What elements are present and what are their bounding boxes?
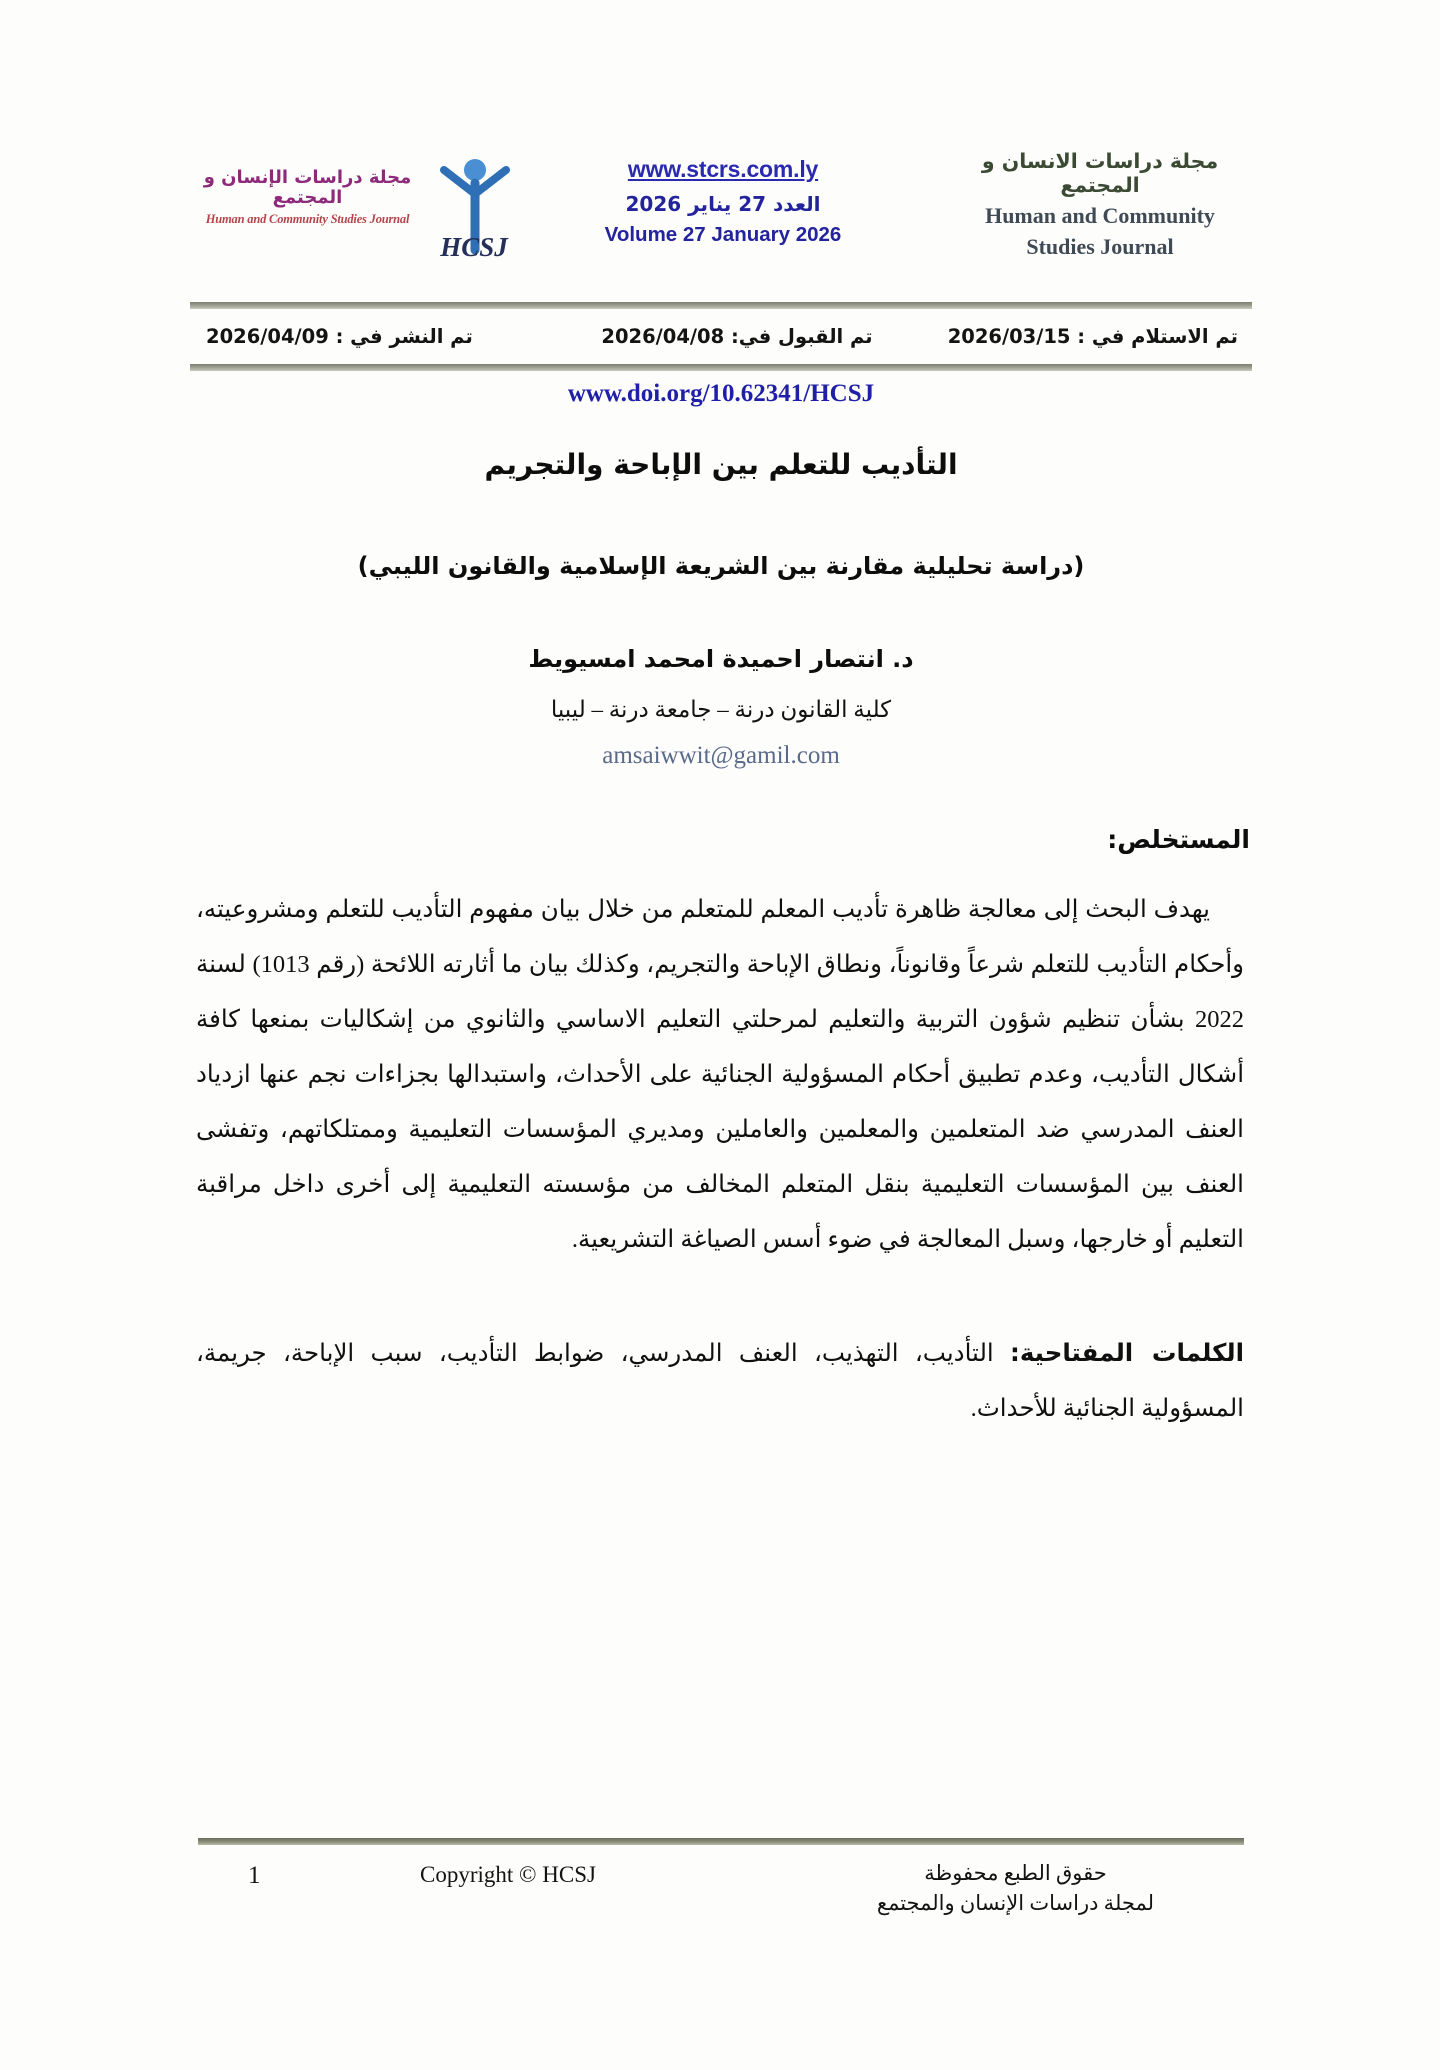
- masthead-journal-name: [950, 150, 1250, 262]
- logo-acronym: HCSJ: [440, 232, 508, 262]
- logo-wordmark: [190, 168, 425, 227]
- logo-name-arabic: مجلة دراسات الإنسان و المجتمع: [203, 167, 412, 208]
- volume-number-english: Volume 27 January 2026: [604, 223, 842, 246]
- author-email[interactable]: amsaiwwit@gamil.com: [602, 742, 840, 769]
- page-title: التأديب للتعلم بين الإباحة والتجريم: [484, 448, 958, 481]
- publication-dates-bar: [190, 312, 1252, 360]
- masthead-issue-info: [558, 156, 888, 247]
- copyright-arabic-line1: حقوق الطبع محفوظة: [924, 1861, 1107, 1885]
- page-sheet: [150, 0, 1290, 2070]
- issue-number-arabic: العدد 27 يناير 2026: [625, 192, 821, 216]
- journal-logo: [190, 154, 520, 284]
- datebar-top-rule: [190, 302, 1252, 309]
- keywords-block: [196, 1325, 1244, 1436]
- keywords-list: التأديب، التهذيب، العنف المدرسي، ضوابط التأديب، سبب الإباحة، جريمة، المسؤولية الجنائية للأحداث.: [196, 1340, 1244, 1422]
- keywords-label: الكلمات المفتاحية:: [1010, 1338, 1244, 1367]
- doi-link[interactable]: www.doi.org/10.62341/HCSJ: [567, 380, 875, 407]
- published-date: تم النشر في : 2026/04/09: [206, 324, 473, 348]
- abstract-paragraph: يهدف البحث إلى معالجة ظاهرة تأديب المعلم للمتعلم من خلال بيان مفهوم التأديب للتعلم ومشروعيته، وأحكام التأديب للتعلم شرعاً وقانوناً، ونطاق الإباحة والتجريم، وكذلك بيان ما أثارته اللائحة (رقم 1013) لسنة 2022 بشأن تنظيم شؤون التربية والتعليم لمرحلتي التعليم الاساسي والثانوي من إشكاليات بمنعها كافة أشكال التأديب، وعدم تطبيق أحكام المسؤولية الجنائية على الأحداث، واستبدالها بجزاءات نجم عنها ازدياد العنف المدرسي ضد المتعلمين والمعلمين والعاملين ومديري المؤسسات التعليمية وممتلكاتهم، وتفشى العنف بين المؤسسات التعليمية بنقل المتعلم المخالف من مؤسسته التعليمية إلى أخرى داخل مراقبة التعليم أو خارجها، وسبل المعالجة في ضوء أسس الصياغة التشريعية.: [196, 896, 1244, 1253]
- copyright-arabic: [877, 1858, 1154, 1919]
- abstract-heading: المستخلص:: [1107, 825, 1250, 854]
- author-name: د. انتصار احميدة امحمد امسيويط: [528, 645, 914, 673]
- journal-name-english-line1: Human and Community: [985, 203, 1215, 229]
- journal-name-arabic: مجلة دراسات الانسان و المجتمع: [981, 149, 1219, 197]
- accepted-date: تم القبول في: 2026/04/08: [601, 324, 873, 348]
- footer-rule: [198, 1838, 1244, 1845]
- copyright-arabic-line2: لمجلة دراسات الإنسان والمجتمع: [876, 1891, 1154, 1916]
- article-subtitle: (دراسة تحليلية مقارنة بين الشريعة الإسلامية والقانون الليبي): [357, 552, 1085, 580]
- abstract-body: [196, 882, 1244, 1267]
- page-footer: [198, 1852, 1244, 1932]
- journal-website-link[interactable]: www.stcrs.com.ly: [627, 156, 819, 182]
- datebar-bottom-rule: [190, 364, 1252, 371]
- masthead: [190, 150, 1250, 290]
- page-number: 1: [248, 1862, 261, 1889]
- received-date: تم الاستلام في : 2026/03/15: [947, 324, 1238, 348]
- author-affiliation: كلية القانون درنة – جامعة درنة – ليبيا: [550, 697, 892, 722]
- copyright-english: Copyright © HCSJ: [420, 1862, 596, 1887]
- logo-name-english: Human and Community Studies Journal: [205, 211, 410, 226]
- journal-name-english-line2: Studies Journal: [1026, 233, 1174, 259]
